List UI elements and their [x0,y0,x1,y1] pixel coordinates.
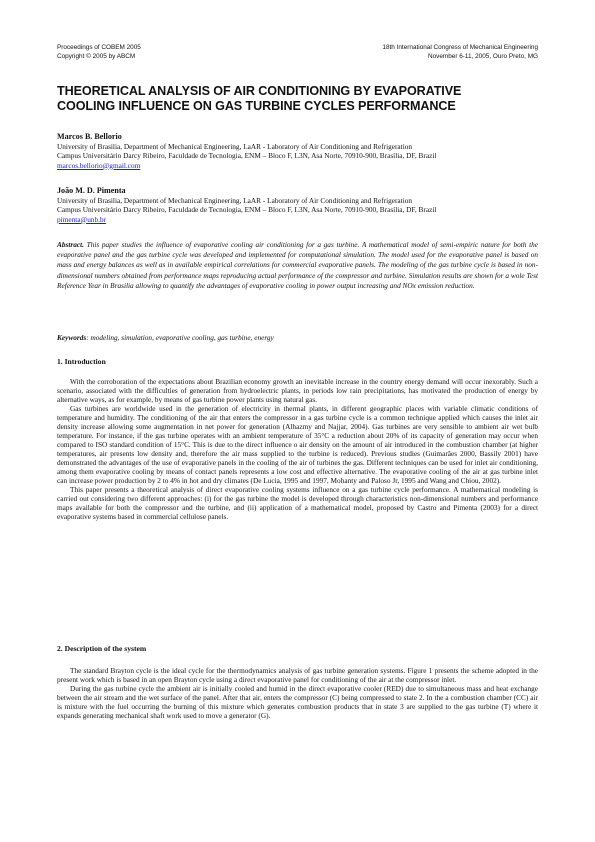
author-address: Campus Universitário Darcy Ribeiro, Faculdade de Tecnologia, ENM – Bloco F, L3N, Asa Norte, 70910-900, Brasília, DF, Brazil [57,205,437,215]
section-heading-introduction: 1. Introduction [57,357,106,366]
keywords-label: Keywords [57,333,87,342]
author-name: Marcos B. Bellorio [57,132,122,141]
paragraph: The standard Brayton cycle is the ideal cycle for the thermodynamics analysis of gas turbine generation systems. Figure 1 presents the scheme adopted in the present work which is based in an open Brayton cycle using a direct evaporative panel for conditioning of the air at the compressor inlet. [57,666,538,684]
section-body-introduction [57,377,538,521]
author-email-link[interactable]: marcos.bellorio@gmail.com [57,160,141,170]
abstract-text: This paper studies the influence of evaporative cooling air conditioning for a gas turbine. A mathematical model of semi-empiric nature for both the evaporative panel and the gas turbine cycle was developed and implemented for computational simulation. The model used for the evaporative panel is based on mass and energy balances as well as in available empirical correlations for commercial evaporative panels. The modeling of the gas turbine cycle is based in non-dimensional numbers obtained from performance maps reproducing actual performance of the compressor and turbine. Simulation results are shown for a wole Test Reference Year in Brasilia allowing to quantify the advantages of evaporative cooling in power output increasing and NOx emission reduction. [57,240,538,290]
author-name: João M. D. Pimenta [57,186,126,195]
paper-title-line-2: COOLING INFLUENCE ON GAS TURBINE CYCLES PERFORMANCE [57,99,456,113]
author-affiliation: University of Brasilia, Department of Mechanical Engineering, LaAR - Laboratory of Air Conditioning and Refrigeration [57,142,413,151]
section-body-system-description [57,666,538,720]
paragraph: During the gas turbine cycle the ambient air is initially cooled and humid in the direct evaporative cooler (RED) due to simultaneous mass and heat exchange between the air stream and the wet surface of the panel. After that air, enters the compressor (C) being compressed to state 2. In the a combustion chamber (CC) air is mixture with the fuel occurring the burning of this mixture which generates combustion products that in state 3 are supplied to the gas turbine (T) where it expands generating mechanical shaft work used to move a generator (G). [57,684,538,720]
abstract [57,240,538,291]
keywords [57,333,538,342]
keywords-text: : modeling, simulation, evaporative cooling, gas turbine, energy [86,333,274,342]
paper-title-line-1: THEORETICAL ANALYSIS OF AIR CONDITIONING BY EVAPORATIVE [57,84,462,98]
congress-name: 18th International Congress of Mechanical Engineering [382,44,538,51]
running-header-right [382,43,538,61]
author-address: Campus Universitário Darcy Ribeiro, Faculdade de Tecnologia, ENM – Bloco F, L3N, Asa Norte, 70910-900, Brasília, DF, Brazil [57,151,437,161]
paragraph: Gas turbines are worldwide used in the generation of electricity in thermal plants, in different geographic places with variable climatic conditions of temperature and humidity. The conditioning of the air that enters the compressor in a gas turbine cycle is a common technique applied which causes the inlet air density increase allowing some augmentation in net power for generation (Alhazmy and Najjar, 2004). Gas turbines are very sensible to ambient air wet bulb temperature. For instance, if the gas turbine operates with an ambient temperature of 35°C a reduction about 20% of its capacity of generation may occur when compared to ISO standard condition of 15°C. This is due to the direct influence o air density on the amount of air introduced in the combustion chamber (at higher temperatures, air presents low density and, therefore the air mass supplied to the turbine is reduced). Previous studies (Guimarães 2000, Bassily 2001) have demonstrated the advantages of the use of evaporative panels in the cooling of the air of turbines the gas. Different techniques can be used for inlet air conditioning, among them evaporative cooling by means of contact panels represents a low cost and effective alternative. The evaporative cooling of the air at gas turbine inlet can increase power production by 2 to 4% in hot and dry climates (De Lucia, 1995 and 1997, Mohanty and Paloso Jr, 1995 and Wang and Chiou, 2002). [57,404,538,485]
conference-name: Proceedings of COBEM 2005 [57,44,141,51]
author-block-2 [57,185,538,224]
section-heading-system-description: 2. Description of the system [57,644,147,653]
running-header-left [57,43,141,61]
abstract-label: Abstract. [57,240,84,249]
author-affiliation: University of Brasilia, Department of Mechanical Engineering, LaAR - Laboratory of Air Conditioning and Refrigeration [57,196,413,205]
author-email-link[interactable]: pimenta@unb.br [57,214,107,224]
paper-title [57,84,538,114]
paragraph: With the corroboration of the expectations about Brazilian economy growth an inevitable increase in the country energy demand will occur inexorably. Such a scenario, associated with the difficulties of generation from hydroelectric plants, in periods low rain precipitations, has motivated the production of energy by alternative ways, as for example, by means of gas turbine power plants using natural gas. [57,377,538,404]
congress-date-place: November 6-11, 2005, Ouro Preto, MG [428,53,538,60]
author-block-1 [57,131,538,170]
copyright-notice: Copyright © 2005 by ABCM [57,53,136,60]
paragraph: This paper presents a theoretical analysis of direct evaporative cooling systems influence on a gas turbine cycle performance. A mathematical modeling is carried out considering two different approaches: (i) for the gas turbine the model is developed through characteristics non-dimensional numbers and performance maps available for both the compressor and the turbine, and (ii) application of a mathematical model, proposed by Castro and Pimenta (2003) for a direct evaporative systems based in commercial cellulose panels. [57,485,538,521]
